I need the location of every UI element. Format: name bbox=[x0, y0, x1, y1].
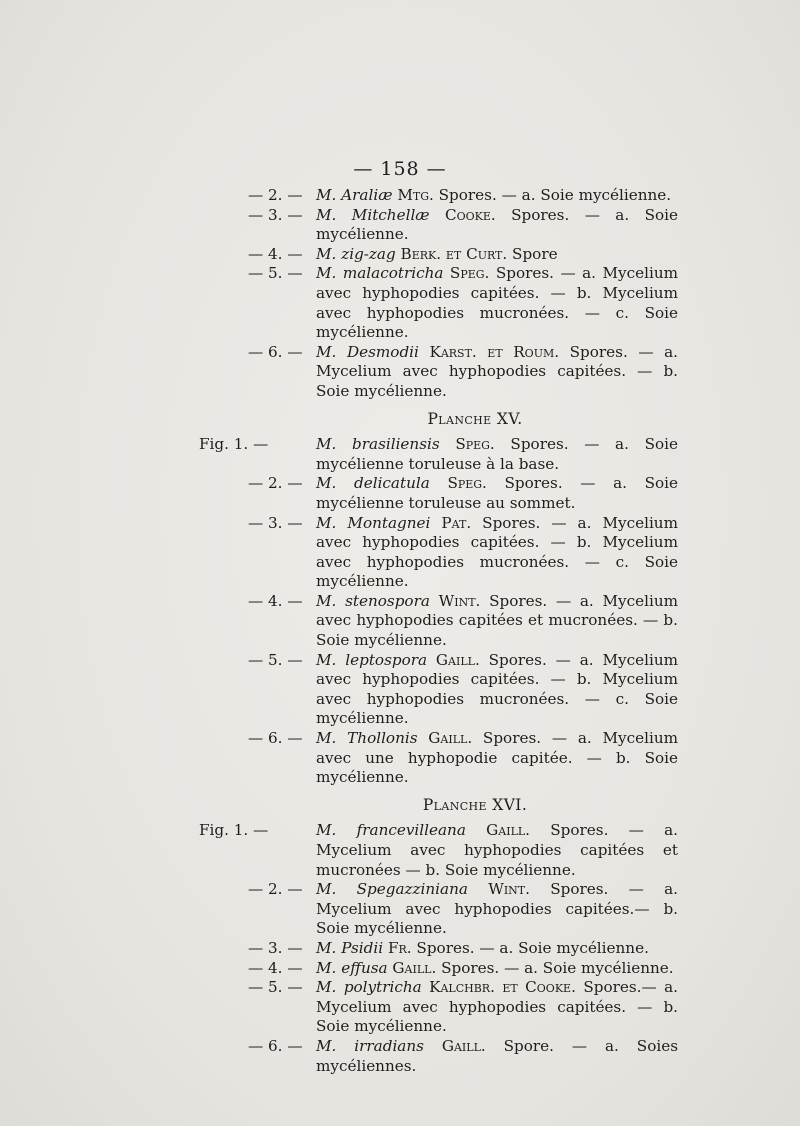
legend-entry bbox=[248, 206, 678, 245]
figure-number: — 6. — bbox=[248, 1036, 303, 1055]
page-number: — 158 — bbox=[353, 158, 447, 180]
figure-number: — 6. — bbox=[248, 342, 303, 361]
species-name: M. leptospora bbox=[316, 650, 428, 669]
figure-number: — 2. — bbox=[248, 474, 303, 493]
legend-description: Spores.— a. Mycelium avec hyphopodies capitées. — b. Soie mycélienne. bbox=[316, 978, 678, 1036]
species-name: M. francevilleana bbox=[316, 821, 466, 840]
legend-entry bbox=[248, 651, 678, 729]
legend-entry bbox=[248, 978, 678, 1037]
figure-number: — 3. — bbox=[248, 205, 303, 224]
species-name: M. delicatula bbox=[316, 474, 430, 493]
legend-description: Spores. — a. Mycelium avec hyphopodies capitées. — b. Soie mycélienne. bbox=[316, 342, 679, 400]
species-name: M. Desmodii bbox=[316, 342, 419, 361]
figure-number: — 6. — bbox=[248, 729, 303, 748]
figure-number: — 5. — bbox=[248, 978, 303, 997]
legend-entry bbox=[248, 186, 678, 206]
legend-entry bbox=[248, 729, 678, 788]
figure-number: — 3. — bbox=[248, 513, 303, 532]
figure-number: — 2. — bbox=[248, 880, 303, 899]
species-name: M. malacotricha bbox=[316, 264, 444, 283]
plate-heading: Planche XV. bbox=[427, 409, 523, 428]
author-name: Kalchbr. et Cooke. bbox=[429, 978, 576, 997]
legend-entry bbox=[199, 435, 678, 474]
species-name: M. Psidii bbox=[316, 938, 384, 957]
legend-entry bbox=[248, 264, 678, 342]
author-name: Gaill. bbox=[428, 729, 473, 748]
author-name: Gaill. bbox=[486, 821, 531, 840]
legend-entry bbox=[248, 592, 678, 651]
legend-entry bbox=[248, 474, 678, 513]
plate-legend-text bbox=[199, 186, 679, 1076]
author-name: Berk. et Curt. bbox=[400, 244, 508, 263]
author-name: Speg. bbox=[449, 264, 490, 283]
figure-number: — 5. — bbox=[248, 650, 303, 669]
author-name: Gaill. bbox=[441, 1036, 486, 1055]
species-name: M. zig-zag bbox=[316, 244, 396, 263]
legend-entry bbox=[248, 245, 678, 265]
author-name: Wint. bbox=[488, 880, 530, 899]
species-name: M. Montagnei bbox=[316, 513, 431, 532]
author-name: Gaill. bbox=[435, 650, 480, 669]
figure-number: — 4. — bbox=[248, 591, 303, 610]
figure-number: — 4. — bbox=[248, 958, 303, 977]
species-name: M. Araliæ bbox=[316, 186, 393, 204]
figure-number: — 2. — bbox=[248, 186, 303, 204]
figure-number: — 4. — bbox=[248, 244, 303, 263]
species-name: M. effusa bbox=[316, 958, 388, 977]
legend-entry bbox=[248, 880, 678, 939]
legend-description: Spores. — a. Soie mycélienne. bbox=[411, 938, 649, 957]
legend-description: . Spores. — a. Soie mycélienne. bbox=[316, 205, 679, 244]
author-name: Speg. bbox=[455, 435, 495, 454]
legend-description: Spores. — a. Mycelium avec hyphopodies capitées. — b. Mycelium avec hyphopodies mucronées. — c. Soie mycélienne. bbox=[316, 264, 679, 342]
legend-description: Spores. — a. Mycelium avec hyphopodies capitées et mucronées — b. Soie mycélienne. bbox=[316, 821, 679, 879]
legend-entry bbox=[248, 343, 678, 402]
legend-description: Spores. — a. Soie mycélienne toruleuse au sommet. bbox=[316, 474, 679, 512]
legend-description: Spore. — a. Soies mycéliennes. bbox=[316, 1036, 678, 1075]
legend-entry bbox=[199, 821, 679, 880]
author-name: Mtg bbox=[397, 186, 429, 204]
figure-number: Fig. 1. — bbox=[199, 435, 269, 454]
legend-entry bbox=[248, 514, 678, 592]
species-name: M. brasiliensis bbox=[316, 435, 440, 454]
species-name: M. irradians bbox=[316, 1036, 424, 1055]
author-name: Fr. bbox=[387, 938, 412, 957]
author-name: Karst. et Roum. bbox=[429, 342, 560, 361]
figure-number: — 3. — bbox=[248, 938, 303, 957]
author-name: Speg. bbox=[447, 474, 487, 493]
species-name: M. Spegazziniana bbox=[316, 880, 468, 899]
species-name: M. stenospora bbox=[316, 591, 430, 610]
legend-description: Spore bbox=[507, 244, 558, 263]
species-name: M. polytricha bbox=[316, 978, 422, 997]
legend-entry bbox=[248, 959, 678, 979]
legend-description: Spores. — a. Mycelium avec hyphopodies capitées. — b. Mycelium avec hyphopodies mucronées. — c. Soie mycélienne. bbox=[316, 650, 679, 728]
legend-description: Spores. — a. Soie mycélienne. bbox=[436, 958, 674, 977]
plate-heading: Planche XVI. bbox=[422, 795, 528, 814]
legend-description: Spores. — a. Mycelium avec hyphopodies capitées.— b. Soie mycélienne. bbox=[316, 880, 678, 938]
legend-description: . Spores. — a. Soie mycélienne. bbox=[429, 186, 672, 204]
species-name: M. Mitchellæ bbox=[316, 205, 430, 224]
author-name: Cooke bbox=[445, 205, 491, 224]
figure-number: Fig. 1. — bbox=[199, 821, 269, 840]
figure-number: — 5. — bbox=[248, 264, 303, 283]
author-name: Gaill. bbox=[392, 958, 437, 977]
legend-description: Spores. — a. Soie mycélienne toruleuse à la base. bbox=[316, 435, 678, 473]
species-name: M. Thollonis bbox=[316, 729, 418, 748]
author-name: Wint. bbox=[438, 591, 481, 610]
author-name: Pat. bbox=[441, 513, 472, 532]
legend-entry bbox=[248, 1037, 678, 1076]
legend-description: Spores. — a. Mycelium avec hyphopodies capitées. — b. Mycelium avec hyphopodies mucronées. — c. Soie mycélienne. bbox=[316, 513, 678, 591]
legend-entry bbox=[248, 939, 678, 959]
legend-description: Spores. — a. Mycelium avec hyphopodies capitées et mucronées. — b. Soie mycélienne. bbox=[316, 591, 679, 650]
legend-description: Spores. — a. Mycelium avec une hyphopodie capitée. — b. Soie mycélienne. bbox=[316, 729, 679, 787]
